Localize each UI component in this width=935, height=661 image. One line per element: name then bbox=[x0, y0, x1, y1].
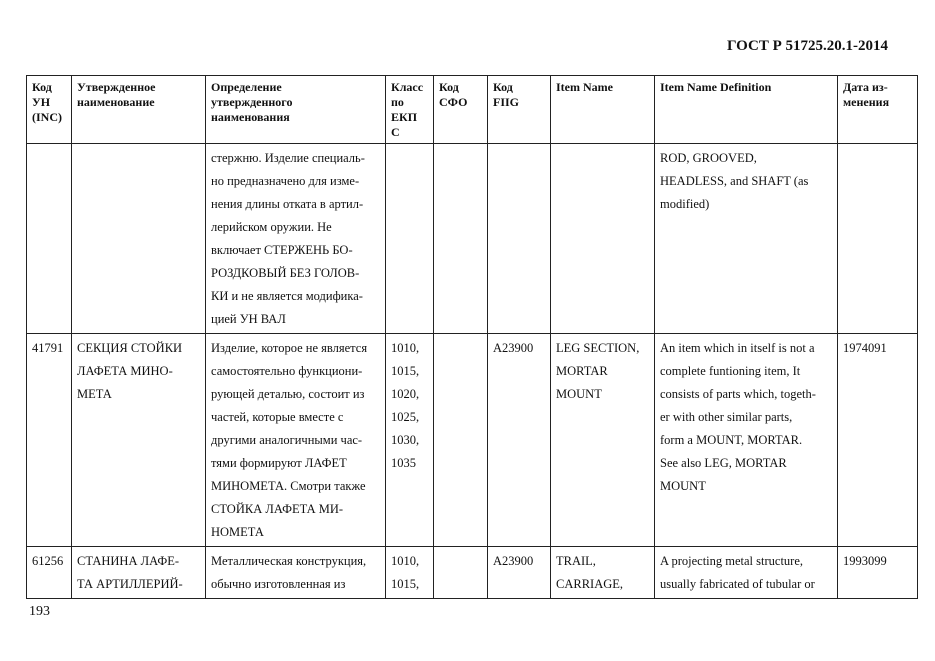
cell-change-date bbox=[838, 144, 918, 334]
cell-approved-name: СТАНИНА ЛАФЕ- ТА АРТИЛЛЕРИЙ- bbox=[72, 547, 206, 599]
cell-fiig bbox=[488, 144, 551, 334]
document-id-header: ГОСТ Р 51725.20.1-2014 bbox=[726, 38, 888, 54]
column-header-item-name: Item Name bbox=[551, 76, 655, 144]
cell-class bbox=[386, 144, 434, 334]
cell-sfo bbox=[434, 144, 488, 334]
cell-class: 1010, 1015, bbox=[386, 547, 434, 599]
cell-code: 41791 bbox=[27, 334, 72, 547]
cell-fiig: A23900 bbox=[488, 334, 551, 547]
cell-item-name bbox=[551, 144, 655, 334]
cell-class: 1010, 1015, 1020, 1025, 1030, 1035 bbox=[386, 334, 434, 547]
column-header-change-date: Дата из- менения bbox=[838, 76, 918, 144]
table-header-row bbox=[27, 76, 918, 144]
cell-code: 61256 bbox=[27, 547, 72, 599]
column-header-approved-name: Утвержденное наименование bbox=[72, 76, 206, 144]
column-header-class: Класс по ЕКП С bbox=[386, 76, 434, 144]
cell-item-name: LEG SECTION, MORTAR MOUNT bbox=[551, 334, 655, 547]
cell-change-date: 1974091 bbox=[838, 334, 918, 547]
column-header-definition: Определение утвержденного наименования bbox=[206, 76, 386, 144]
cell-item-definition: A projecting metal structure, usually fabricated of tubular or bbox=[655, 547, 838, 599]
cell-sfo bbox=[434, 334, 488, 547]
classification-table bbox=[26, 75, 918, 599]
cell-fiig: A23900 bbox=[488, 547, 551, 599]
column-header-fiig: Код FIIG bbox=[488, 76, 551, 144]
cell-sfo bbox=[434, 547, 488, 599]
table-row bbox=[27, 547, 918, 599]
cell-code bbox=[27, 144, 72, 334]
column-header-code: Код УН (INC) bbox=[27, 76, 72, 144]
cell-definition: Металлическая конструкция, обычно изготовленная из bbox=[206, 547, 386, 599]
page-number: 193 bbox=[29, 604, 50, 619]
cell-approved-name bbox=[72, 144, 206, 334]
cell-change-date: 1993099 bbox=[838, 547, 918, 599]
cell-item-name: TRAIL, CARRIAGE, bbox=[551, 547, 655, 599]
table-row bbox=[27, 334, 918, 547]
column-header-sfo: Код СФО bbox=[434, 76, 488, 144]
cell-approved-name: СЕКЦИЯ СТОЙКИ ЛАФЕТА МИНО- МЕТА bbox=[72, 334, 206, 547]
cell-definition: стержню. Изделие специаль- но предназначено для изме- нения длины отката в артил- лерийском оружии. Не включает СТЕРЖЕНЬ БО- РОЗДКОВЫЙ БЕЗ ГОЛОВ- КИ и не является модифика- цией УН ВАЛ bbox=[206, 144, 386, 334]
column-header-item-definition: Item Name Definition bbox=[655, 76, 838, 144]
table-row bbox=[27, 144, 918, 334]
cell-item-definition: ROD, GROOVED, HEADLESS, and SHAFT (as modified) bbox=[655, 144, 838, 334]
cell-item-definition: An item which in itself is not a complete funtioning item, It consists of parts which, togeth- er with other similar parts, form a MOUNT, MORTAR. See also LEG, MORTAR MOUNT bbox=[655, 334, 838, 547]
cell-definition: Изделие, которое не является самостоятельно функциони- рующей деталью, состоит из частей, которые вместе с другими аналогичными час- тями формируют ЛАФЕТ МИНОМЕТА. Смотри также СТОЙКА ЛАФЕТА МИ- НОМЕТА bbox=[206, 334, 386, 547]
